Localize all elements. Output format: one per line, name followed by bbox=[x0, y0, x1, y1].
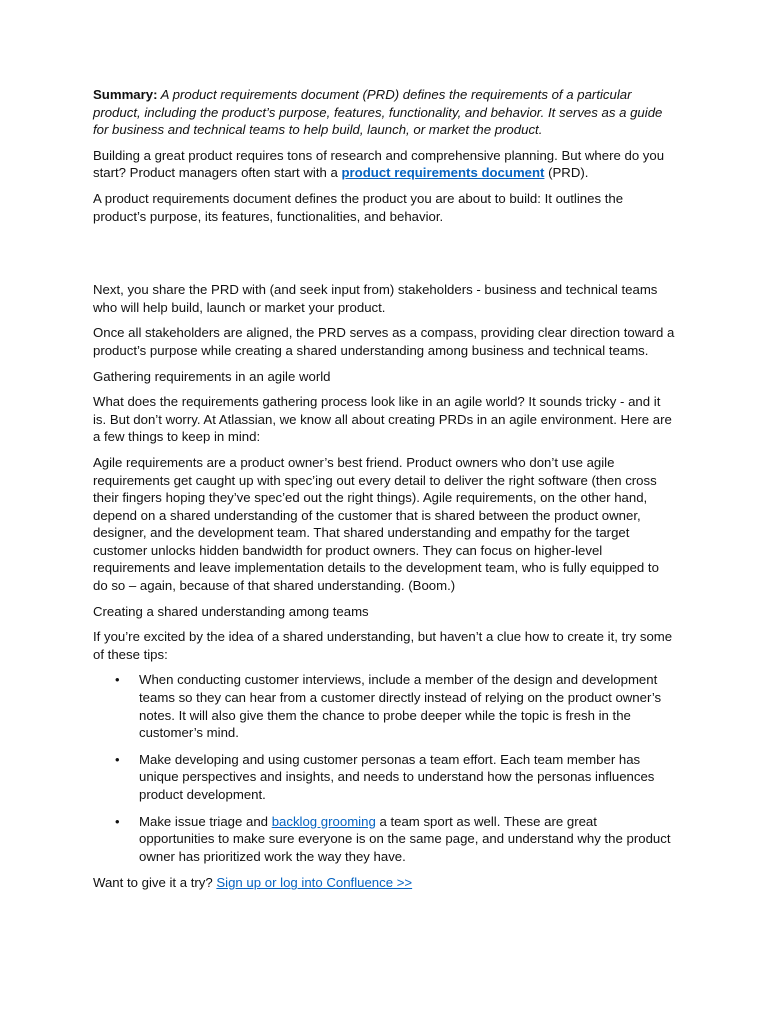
heading-agile: Gathering requirements in an agile world bbox=[93, 368, 331, 384]
tip-text: When conducting customer interviews, include a member of the design and development teams so they can hear from a customer directly instead of relying on the product owner’s notes. It will also give them the chance to probe deeper while the topic is fresh in the customer’s mind. bbox=[139, 672, 662, 741]
cta-text: Want to give it a try? bbox=[93, 875, 217, 891]
definition-paragraph: A product requirements document defines the product you are about to build: It outlines the product’s purpose, its features, functionalities, and behavior. bbox=[93, 190, 624, 224]
tip-item bbox=[93, 751, 676, 804]
tips-intro-paragraph: If you’re excited by the idea of a shared understanding, but haven’t a clue how to create it, try some of these tips: bbox=[93, 629, 673, 662]
intro-text-start: Building a great product requires tons of research and comprehensive planning. But where do you start? Product managers often start with a bbox=[93, 147, 665, 181]
summary-paragraph bbox=[93, 86, 676, 139]
intro-paragraph bbox=[93, 147, 676, 182]
confluence-signup-link[interactable]: Sign up or log into Confluence >> bbox=[216, 875, 413, 891]
tip-item bbox=[93, 813, 676, 866]
share-paragraph: Next, you share the PRD with (and seek input from) stakeholders - business and technical teams who will help build, launch or market your product. bbox=[93, 282, 658, 315]
intro-text-end: (PRD). bbox=[544, 165, 589, 181]
tips-list bbox=[93, 671, 676, 865]
summary-label: Summary: bbox=[93, 87, 158, 102]
aligned-paragraph: Once all stakeholders are aligned, the PRD serves as a compass, providing clear direction toward a product’s purpose while creating a shared understanding among business and technical teams. bbox=[93, 325, 675, 358]
prd-link[interactable]: product requirements document bbox=[341, 165, 545, 181]
tip-text-end: a team sport as well. These are great opportunities to make sure everyone is on the same page, and understand why the product owner has prioritized work the way they have. bbox=[139, 813, 671, 864]
tip-text-start: Make issue triage and bbox=[139, 813, 272, 829]
tip-text: Make developing and using customer personas a team effort. Each team member has unique perspectives and insights, and needs to understand how the personas influences product development. bbox=[139, 751, 655, 802]
cta-paragraph bbox=[93, 874, 676, 892]
bullet-icon: • bbox=[115, 751, 120, 767]
heading-shared-understanding: Creating a shared understanding among teams bbox=[93, 603, 369, 619]
bullet-icon: • bbox=[115, 672, 120, 688]
agile-question-paragraph: What does the requirements gathering process look like in an agile world? It sounds tricky - and it is. But don’t worry. At Atlassian, we know all about creating PRDs in an agile environment. Here are a few things to keep in mind: bbox=[93, 394, 672, 445]
tip-item bbox=[93, 671, 676, 741]
agile-body-paragraph: Agile requirements are a product owner’s best friend. Product owners who don’t use agile requirements get caught up with spec’ing out every detail to deliver the right software (then cross their fingers hoping they’ve spec’ed out the right things). Agile requirements, on the other hand, depend on a shared understanding of the customer that is shared between the product owner, designer, and the development team. That shared understanding and empathy for the target customer unlocks hidden bandwidth for product owners. They can focus on higher-level requirements and leave implementation details to the development team, who is fully equipped to do so – again, because of that shared understanding. (Boom.) bbox=[93, 454, 659, 594]
bullet-icon: • bbox=[115, 813, 120, 829]
summary-text: A product requirements document (PRD) defines the requirements of a particular product, including the product’s purpose, features, functionality, and behavior. It serves as a guide for business and technical teams to help build, launch, or market the product. bbox=[93, 87, 663, 138]
blank-gap bbox=[93, 233, 676, 281]
backlog-grooming-link[interactable]: backlog grooming bbox=[271, 813, 376, 829]
